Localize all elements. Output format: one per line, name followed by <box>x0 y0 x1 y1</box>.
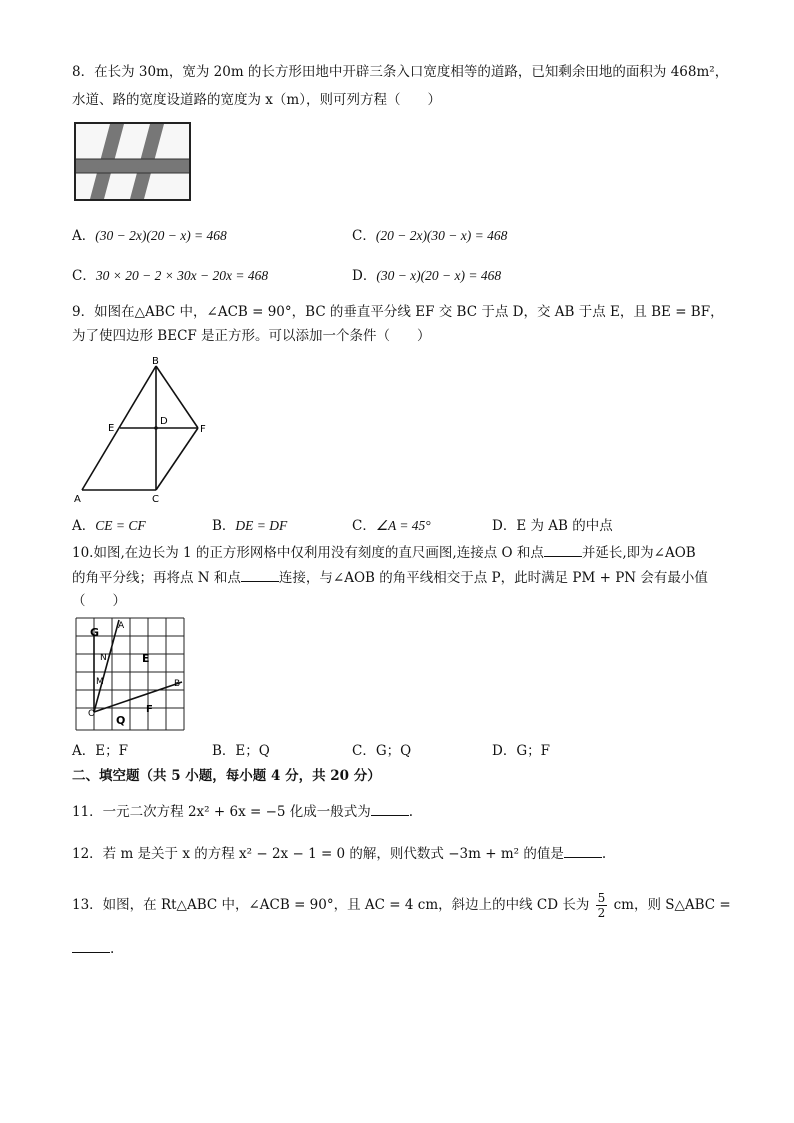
q10-option-a[interactable]: A．E；F <box>72 743 128 759</box>
q9-label-f: F <box>200 424 206 435</box>
q8-field-figure <box>74 122 192 202</box>
q9-option-c[interactable]: C．∠A = 45° <box>352 518 431 534</box>
q10-stem-line1: 10.如图,在边长为 1 的正方形网格中仅利用没有刻度的直尺画图,连接点 O 和点 并延长,即为∠AOB <box>72 542 696 563</box>
q12-stem: 12．若 m 是关于 x 的方程 x² − 2x − 1 = 0 的解，则代数式 −3m + m² 的值是 . <box>72 843 606 864</box>
q10-grid-figure <box>74 616 186 736</box>
q13-answer-line: . <box>72 938 114 959</box>
q10-blank-1[interactable] <box>544 542 582 557</box>
q11-stem: 11．一元二次方程 2x² + 6x = −5 化成一般式为 . <box>72 801 413 822</box>
q10-option-c[interactable]: C．G；Q <box>352 743 412 759</box>
q9-option-b[interactable]: B．DE = DF <box>212 518 288 534</box>
q9-label-e: E <box>108 423 115 434</box>
q8-option-a[interactable]: A．(30 − 2x)(20 − x) = 468 <box>72 228 227 244</box>
q9-triangle-figure <box>70 352 220 508</box>
q10-option-b[interactable]: B．E；Q <box>212 743 270 759</box>
q9-label-c: C <box>152 494 159 505</box>
q10-label-a: A <box>118 621 125 631</box>
q10-label-n: N <box>100 653 107 663</box>
q12-answer-blank[interactable] <box>564 843 602 858</box>
q13-answer-blank[interactable] <box>72 938 110 953</box>
q8-option-c2[interactable]: C．30 × 20 − 2 × 30x − 20x = 468 <box>72 268 269 284</box>
q10-option-d[interactable]: D．G；F <box>492 743 550 759</box>
q13-stem: 13．如图，在 Rt△ABC 中，∠ACB = 90°，且 AC = 4 cm，斜边上的中线 CD 长为 $\frac{5}{2}$ cm，则 S△ABC = <box>72 891 731 920</box>
q9-stem-line1: 9．如图在△ABC 中，∠ACB = 90°，BC 的垂直平分线 EF 交 BC 于点 D，交 AB 于点 E，且 BE = BF， <box>72 304 724 320</box>
q10-label-m: M <box>96 677 104 687</box>
q9-option-d[interactable]: D．E 为 AB 的中点 <box>492 518 613 534</box>
q8-stem-line2: 水道、路的宽度设道路的宽度为 x（m），则可列方程（ ） <box>72 92 441 108</box>
q9-option-a[interactable]: A．CE = CF <box>72 518 146 534</box>
q10-label-e: E <box>142 652 150 665</box>
q13-fraction: $\frac{5}{2}$ <box>597 891 606 920</box>
q10-label-o: O <box>88 709 96 719</box>
q10-label-q: Q <box>116 714 126 727</box>
q9-label-b: B <box>152 356 159 367</box>
q10-stem-line2: 的角平分线；再将点 N 和点 连接，与∠AOB 的角平线相交于点 P，此时满足 PM + PN 会有最小值 <box>72 567 708 588</box>
q8-option-d[interactable]: D．(30 − x)(20 − x) = 468 <box>352 268 502 284</box>
q8-option-c1[interactable]: C．(20 − 2x)(30 − x) = 468 <box>352 228 508 244</box>
q10-label-f: F <box>146 704 153 715</box>
q10-label-g: G <box>90 626 100 639</box>
q10-blank-2[interactable] <box>241 567 279 582</box>
q11-answer-blank[interactable] <box>371 801 409 816</box>
section-heading-fill-in: 二、填空题（共 5 小题，每小题 4 分，共 20 分） <box>72 768 381 784</box>
q10-stem-line3: （ ） <box>72 593 126 609</box>
q10-label-b: B <box>174 679 181 689</box>
q8-stem-line1: 8．在长为 30m，宽为 20m 的长方形田地中开辟三条入口宽度相等的道路，已知剩余田地的面积为 468m²， <box>72 64 729 80</box>
q9-stem-line2: 为了使四边形 BECF 是正方形。可以添加一个条件（ ） <box>72 328 431 344</box>
q9-label-d: D <box>160 416 168 427</box>
q9-label-a: A <box>74 494 81 505</box>
